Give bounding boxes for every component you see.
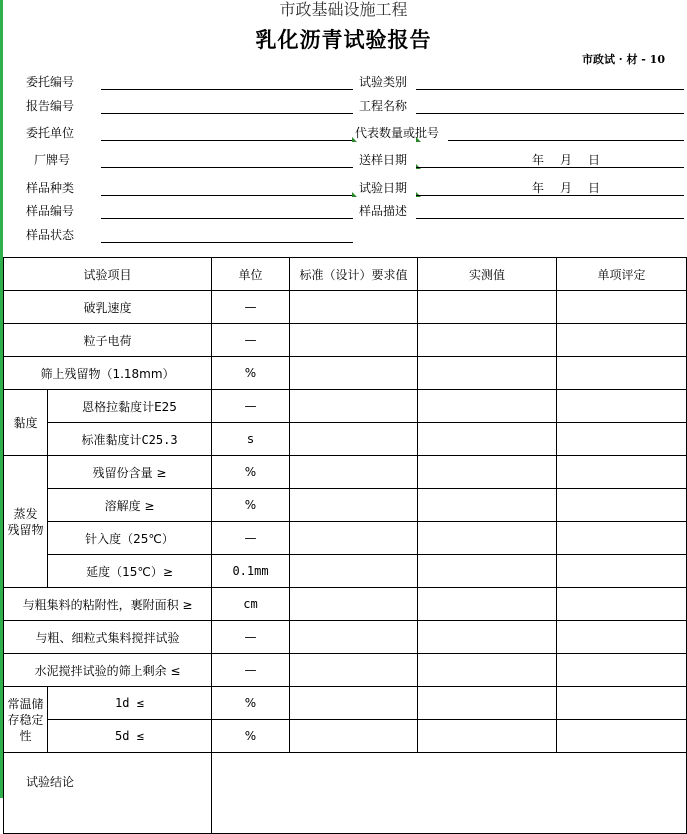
label-sample-type: 样品种类 [26,181,75,195]
row-measured-cell[interactable] [418,654,557,687]
row-standard-cell[interactable] [290,522,418,555]
row-unit: — [212,324,290,357]
row-item: 溶解度 ≥ [48,489,212,522]
field-delivery-date[interactable] [416,167,684,168]
row-measured-cell[interactable] [418,588,557,621]
row-item: 与粗集料的粘附性，裹附面积 ≥ [4,588,212,621]
test-month-label: 月 [560,181,573,195]
table-row [4,423,687,456]
field-project-name[interactable] [416,113,684,114]
row-unit: — [212,621,290,654]
field-report-no[interactable] [101,113,353,114]
field-test-category[interactable] [416,89,684,90]
conclusion-field[interactable] [212,753,687,834]
test-day-label: 日 [588,181,601,195]
row-standard-cell[interactable] [290,390,418,423]
row-standard-cell[interactable] [290,456,418,489]
group-storage [4,687,48,753]
table-row [4,720,687,753]
row-measured-cell[interactable] [418,522,557,555]
row-evaluation-cell[interactable] [557,654,687,687]
label-test-date: 试验日期 [359,181,408,195]
table-row [4,522,687,555]
label-sample-desc: 样品描述 [359,204,408,218]
table-header-row [4,258,687,291]
header-test-item: 试验项目 [4,258,212,291]
row-item: 恩格拉黏度计E25 [48,390,212,423]
row-standard-cell[interactable] [290,687,418,720]
label-commission-no: 委托编号 [26,75,75,89]
row-evaluation-cell[interactable] [557,423,687,456]
label-representative-qty: 代表数量或批号 [355,126,440,140]
row-measured-cell[interactable] [418,291,557,324]
table-row [4,489,687,522]
table-row [4,555,687,588]
row-measured-cell[interactable] [418,489,557,522]
row-standard-cell[interactable] [290,720,418,753]
row-item: 5d ≤ [48,720,212,753]
table-row [4,291,687,324]
row-item: 筛上残留物（1.18mm） [4,357,212,390]
row-measured-cell[interactable] [418,621,557,654]
row-measured-cell[interactable] [418,357,557,390]
label-commission-unit: 委托单位 [26,126,75,140]
header-evaluation: 单项评定 [557,258,687,291]
row-standard-cell[interactable] [290,489,418,522]
row-measured-cell[interactable] [418,555,557,588]
row-unit: — [212,390,290,423]
row-unit: % [212,456,290,489]
label-brand: 厂牌号 [34,153,71,167]
table-row [4,687,687,720]
row-measured-cell[interactable] [418,324,557,357]
header-unit: 单位 [212,258,290,291]
row-item: 1d ≤ [48,687,212,720]
row-evaluation-cell[interactable] [557,522,687,555]
row-evaluation-cell[interactable] [557,720,687,753]
row-evaluation-cell[interactable] [557,588,687,621]
table-row [4,456,687,489]
label-delivery-date: 送样日期 [359,153,408,167]
row-item: 水泥搅拌试验的筛上剩余 ≤ [4,654,212,687]
row-standard-cell[interactable] [290,423,418,456]
row-standard-cell[interactable] [290,291,418,324]
row-unit: % [212,489,290,522]
row-unit: — [212,654,290,687]
row-measured-cell[interactable] [418,456,557,489]
row-unit: cm [212,588,290,621]
row-evaluation-cell[interactable] [557,555,687,588]
row-unit: 0.1mm [212,555,290,588]
row-item: 延度（15℃）≥ [48,555,212,588]
label-test-category: 试验类别 [359,75,408,89]
row-measured-cell[interactable] [418,687,557,720]
row-measured-cell[interactable] [418,423,557,456]
group-storage-label: 常温储 存稳定 性 [7,696,44,743]
field-sample-desc[interactable] [416,218,684,219]
delivery-month-label: 月 [560,153,573,167]
row-evaluation-cell[interactable] [557,390,687,423]
row-unit: s [212,423,290,456]
cell-comment-marker [352,192,357,197]
delivery-year-label: 年 [532,153,545,167]
form-code: 市政试 · 材 - 10 [581,53,665,66]
row-standard-cell[interactable] [290,621,418,654]
header-standard: 标准（设计）要求值 [290,258,418,291]
row-unit: % [212,357,290,390]
label-sample-state: 样品状态 [26,228,75,242]
label-sample-no: 样品编号 [26,204,75,218]
row-measured-cell[interactable] [418,390,557,423]
row-item: 针入度（25℃） [48,522,212,555]
field-sample-state[interactable] [101,242,353,243]
group-residue [4,456,48,588]
row-evaluation-cell[interactable] [557,324,687,357]
row-unit: % [212,720,290,753]
row-standard-cell[interactable] [290,357,418,390]
row-unit: — [212,291,290,324]
row-evaluation-cell[interactable] [557,291,687,324]
row-unit: % [212,687,290,720]
label-project-name: 工程名称 [359,99,408,113]
conclusion-label: 试验结论 [4,753,212,834]
row-measured-cell[interactable] [418,720,557,753]
label-report-no: 报告编号 [26,99,75,113]
conclusion-row [4,753,687,834]
header-measured: 实测值 [418,258,557,291]
table-row [4,588,687,621]
row-standard-cell[interactable] [290,555,418,588]
table-row [4,324,687,357]
row-unit: — [212,522,290,555]
cell-comment-marker [416,137,421,142]
row-standard-cell[interactable] [290,588,418,621]
field-sample-no[interactable] [101,218,353,219]
field-commission-no[interactable] [101,89,353,90]
field-commission-unit[interactable] [101,140,353,141]
row-evaluation-cell[interactable] [557,357,687,390]
table-row [4,654,687,687]
field-brand[interactable] [101,167,353,168]
row-evaluation-cell[interactable] [557,621,687,654]
row-item: 粒子电荷 [4,324,212,357]
row-item: 破乳速度 [4,291,212,324]
field-sample-type[interactable] [101,195,353,196]
row-evaluation-cell[interactable] [557,489,687,522]
document-supertitle: 市政基础设施工程 [279,0,408,19]
row-item: 标准黏度计C25.3 [48,423,212,456]
group-residue-label: 蒸发 残留物 [7,506,44,537]
group-viscosity: 黏度 [4,390,48,456]
field-representative-qty[interactable] [448,140,684,141]
row-item: 与粗、细粒式集料搅拌试验 [4,621,212,654]
table-row [4,621,687,654]
row-item: 残留份含量 ≥ [48,456,212,489]
delivery-day-label: 日 [588,153,601,167]
row-standard-cell[interactable] [290,654,418,687]
row-standard-cell[interactable] [290,324,418,357]
row-evaluation-cell[interactable] [557,456,687,489]
row-evaluation-cell[interactable] [557,687,687,720]
table-row [4,390,687,423]
field-test-date[interactable] [416,195,684,196]
document-title: 乳化沥青试验报告 [255,27,432,52]
test-table [3,257,687,834]
table-row [4,357,687,390]
test-year-label: 年 [532,181,545,195]
